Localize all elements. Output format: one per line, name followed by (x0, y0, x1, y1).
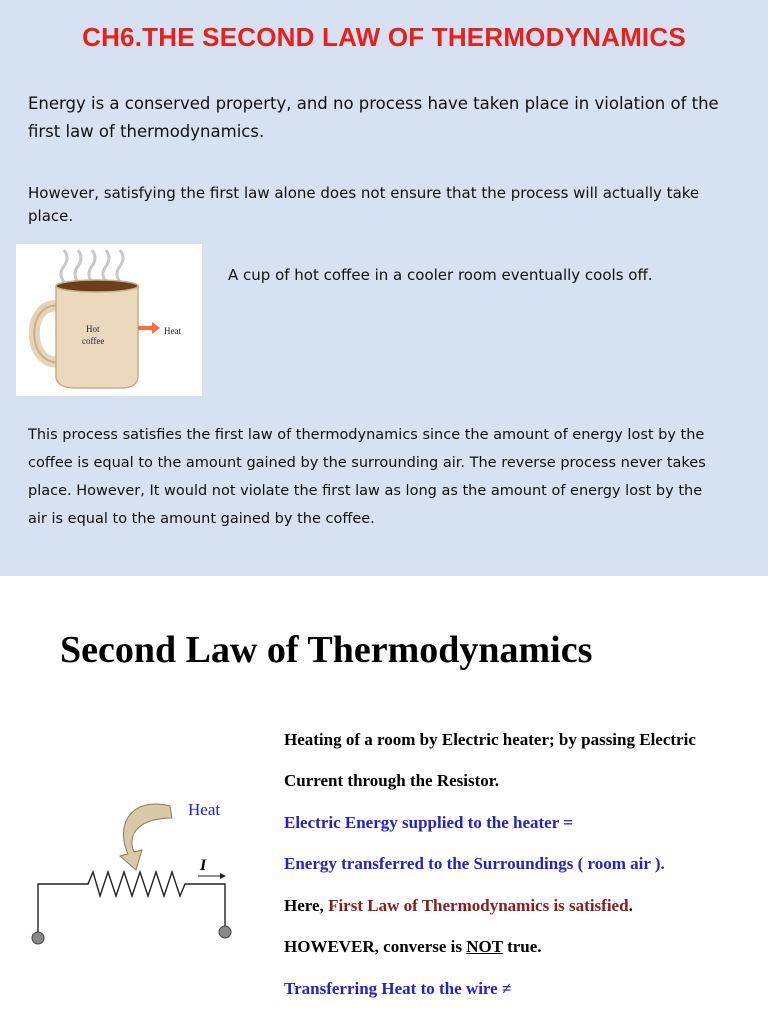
current-label: I (200, 857, 207, 874)
line-transferring-heat: Transferring Heat to the wire ≠ (284, 979, 512, 998)
slide-2 (0, 576, 768, 1024)
mug-label-hot: Hot (86, 324, 100, 334)
resistor-wire (38, 872, 225, 934)
diagram-heat-label: Heat (188, 800, 221, 819)
heat-label: Heat (164, 326, 181, 336)
line5-emphasis: First Law of Thermodynamics is satisfied (328, 896, 629, 915)
line6-suffix: true. (502, 937, 542, 956)
line-energy-transferred: Energy transferred to the Surroundings ( room air ). (284, 854, 665, 873)
steam-icon (61, 250, 123, 282)
heat-arrow-icon (138, 322, 160, 334)
paragraph-process-explanation: This process satisfies the first law of thermodynamics since the amount of energy lost by the coffee is equal to the amount gained by the surrounding air. The reverse process never takes place. However, It would not violate the first law as long as the amount of energy lost by the air is equal to the amount gained by the coffee. (28, 427, 706, 527)
line-current-resistor: Current through the Resistor. (284, 771, 500, 790)
terminal-left (32, 932, 44, 944)
coffee-mug-figure (16, 244, 202, 396)
terminal-right (219, 926, 231, 938)
line-first-law-satisfied (284, 896, 633, 916)
line6-not: NOT (466, 937, 503, 956)
line6-prefix: HOWEVER, converse is (284, 937, 467, 956)
resistor-heater-diagram (20, 766, 250, 956)
line-converse-not-true (284, 937, 542, 957)
line5-suffix: . (628, 896, 633, 915)
slide-2-title: Second Law of Thermodynamics (60, 629, 593, 671)
line-electric-energy: Electric Energy supplied to the heater = (284, 813, 573, 832)
current-arrow-icon (220, 873, 226, 879)
mug-label-coffee: coffee (82, 336, 105, 346)
line-heating-room: Heating of a room by Electric heater; by passing Electric (284, 730, 696, 749)
paragraph-energy-conserved: Energy is a conserved property, and no process have taken place in violation of the first law of thermodynamics. (28, 94, 719, 141)
line5-prefix: Here, (284, 896, 329, 915)
slide-1-title: CH6.THE SECOND LAW OF THERMODYNAMICS (82, 22, 686, 52)
heat-curved-arrow-icon (120, 804, 172, 870)
paragraph-first-law-insufficient: However, satisfying the first law alone does not ensure that the process will actually take place. (28, 184, 700, 225)
coffee-caption: A cup of hot coffee in a cooler room eventually cools off. (228, 266, 653, 284)
